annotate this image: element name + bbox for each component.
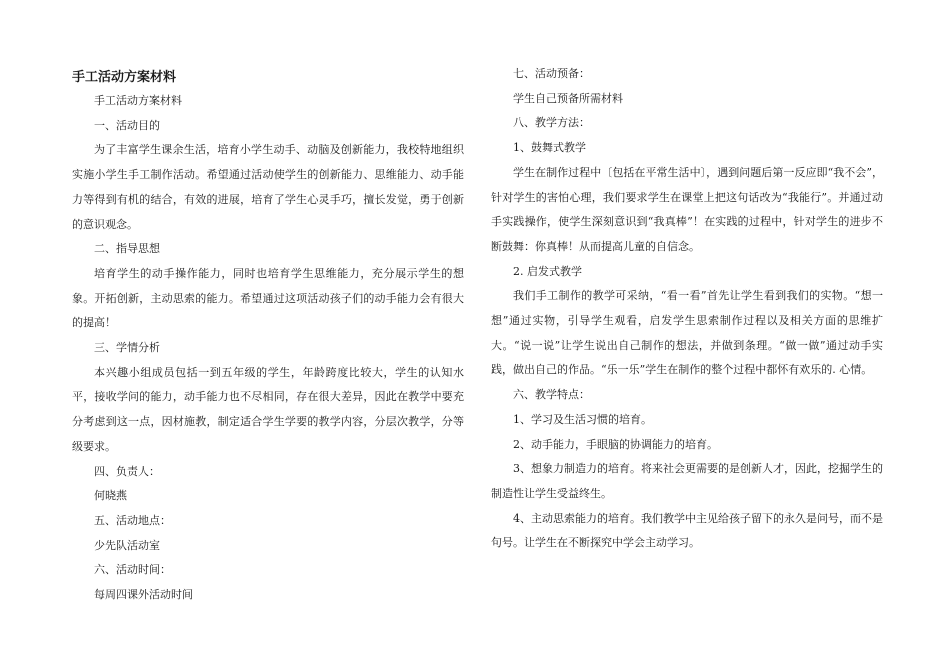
- paragraph: 一、活动目的: [94, 118, 160, 132]
- paragraph: 少先队活动室: [94, 538, 160, 552]
- paragraph: 每周四课外活动时间: [94, 588, 193, 602]
- document-title: 手工活动方案材料: [72, 70, 177, 85]
- paragraph: 四、负责人：: [94, 464, 160, 478]
- paragraph: 七、活动预备：: [513, 67, 590, 80]
- paragraph: 1、学习及生活习惯的培育。: [513, 412, 652, 426]
- paragraph: 学生自己预备所需材料: [513, 91, 623, 105]
- right-column-body: [491, 62, 883, 556]
- paragraph: 六、活动时间：: [94, 563, 171, 577]
- paragraph: 2. 启发式教学: [513, 264, 582, 278]
- paragraph: 4、主动思索能力的培育。我们教学中主见给孩子留下的永久是问号，而不是句号。让学生在不断探究中学会主动学习。: [491, 511, 883, 550]
- paragraph: 手工活动方案材料: [94, 94, 182, 107]
- paragraph: 五、活动地点：: [94, 513, 171, 527]
- paragraph: 六、教学特点：: [513, 388, 590, 402]
- left-column-body: [72, 89, 464, 608]
- paragraph: 八、教学方法：: [513, 116, 590, 130]
- paragraph: 学生在制作过程中〔包括在平常生活中〕，遇到问题后第一反应即“我不会”，针对学生的害怕心理，我们要求学生在课堂上把这句话改为“我能行”。并通过动手实践操作，使学生深刻意识到“我真棒”！在实践的过程中，针对学生的进步不断鼓舞：你真棒！从而提高儿童的自信念。: [491, 165, 883, 253]
- paragraph: 为了丰富学生课余生活，培育小学生动手、动脑及创新能力，我校特地组织实施小学生手工制作活动。希望通过活动使学生的创新能力、思维能力、动手能力等得到有机的结合，有效的进展，培育了学生心灵手巧，擅长发觉，勇于创新的意识观念。: [72, 143, 464, 231]
- paragraph: 1、鼓舞式教学: [513, 141, 586, 155]
- paragraph: 3、想象力制造力的培育。将来社会更需要的是创新人才，因此，挖掘学生的制造性让学生受益终生。: [491, 462, 883, 500]
- paragraph: 二、指导思想: [94, 242, 160, 256]
- paragraph: 何晓燕: [94, 489, 127, 503]
- paragraph: 本兴趣小组成员包括一到五年级的学生，年龄跨度比较大，学生的认知水平，接收学问的能力，动手能力也不尽相同，存在很大差异，因此在教学中要充分考虑到这一点，因材施教，制定适合学生学要的教学内容，分层次教学，分等级要求。: [72, 365, 464, 453]
- paragraph: 2、动手能力，手眼脑的协调能力的培育。: [513, 437, 718, 451]
- paragraph: 我们手工制作的教学可采纳，“看一看”首先让学生看到我们的实物。“想一想”通过实物，引导学生观看，启发学生思索制作过程以及相关方面的思维扩大。“说一说”让学生说出自己制作的想法，并做到条理。“做一做”通过动手实践，做出自己的作品。“乐一乐”学生在制作的整个过程中都怀有欢乐的. 心情。: [491, 289, 883, 377]
- paragraph: 培育学生的动手操作能力，同时也培育学生思维能力，充分展示学生的想象。开拓创新，主动思索的能力。希望通过这项活动孩子们的动手能力会有很大的提高！: [72, 266, 464, 330]
- paragraph: 三、学情分析: [94, 341, 160, 355]
